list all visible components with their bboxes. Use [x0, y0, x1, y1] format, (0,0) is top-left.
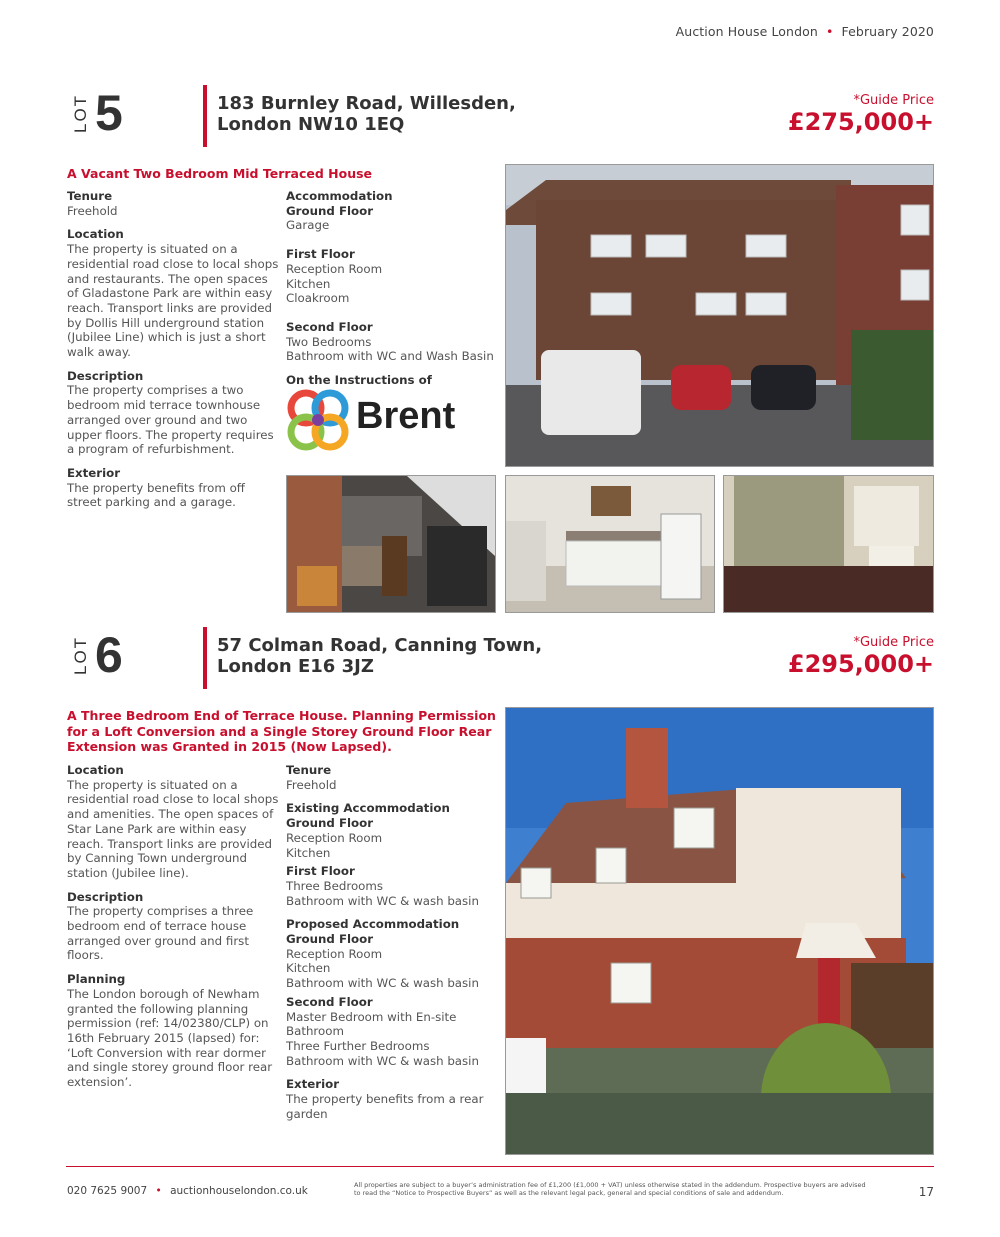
- description-text: arranged over ground and first: [67, 933, 249, 948]
- publisher-name: Auction House London: [675, 24, 818, 39]
- lot-details-right: [286, 763, 501, 1121]
- ground-floor-label: Ground Floor: [286, 203, 374, 218]
- lot-label: LOT: [71, 635, 90, 675]
- accommodation-label: Accommodation: [286, 189, 393, 203]
- description-text: bedroom end of terrace house: [67, 919, 247, 934]
- description-label: Description: [67, 889, 144, 904]
- exterior-text: The property benefits from a rear: [286, 1092, 484, 1107]
- guide-price: £275,000+: [787, 108, 934, 136]
- address-line-2: London NW10 1EQ: [217, 114, 405, 135]
- footer-divider: [66, 1166, 934, 1167]
- description-text: upper floors. The property requires: [67, 427, 274, 442]
- website-link[interactable]: auctionhouselondon.co.uk: [170, 1185, 308, 1197]
- description-label: Description: [67, 368, 144, 383]
- location-label: Location: [67, 227, 124, 242]
- location-text: (Jubilee Line) which is just a short: [67, 330, 266, 345]
- planning-label: Planning: [67, 972, 126, 987]
- first-floor-item: Three Bedrooms: [286, 878, 384, 893]
- property-photo-kitchen: [505, 475, 715, 613]
- brent-logo-icon: [286, 389, 350, 451]
- second-floor-item: Two Bedrooms: [286, 334, 372, 349]
- location-text: residential road close to local shops: [67, 792, 279, 807]
- planning-text: permission (ref: 14/02380/CLP) on: [67, 1016, 269, 1031]
- tenure-value: Freehold: [67, 203, 118, 218]
- issue-date: February 2020: [841, 24, 934, 39]
- address-line-1: 183 Burnley Road, Willesden,: [217, 93, 516, 114]
- address-line-1: 57 Colman Road, Canning Town,: [217, 635, 543, 656]
- ground-floor-item: Garage: [286, 218, 330, 233]
- location-text: of Gladastone Park are within easy: [67, 286, 273, 301]
- footer-contact: [67, 1185, 308, 1197]
- property-photo-exterior: [505, 164, 934, 467]
- ground-floor-item: Reception Room: [286, 830, 383, 845]
- proposed-accommodation-label: Proposed Accommodation: [286, 917, 460, 932]
- ground-floor-item: Bathroom with WC & wash basin: [286, 976, 479, 991]
- exterior-text: The property benefits from off: [67, 480, 245, 495]
- second-floor-item: Bathroom with WC & wash basin: [286, 1053, 479, 1068]
- second-floor-item: Three Further Bedrooms: [286, 1038, 430, 1053]
- location-label: Location: [67, 763, 124, 777]
- location-text: walk away.: [67, 345, 131, 360]
- footer-disclaimer: [354, 1181, 866, 1197]
- property-photo-bedroom: [723, 475, 934, 613]
- property-photo-garage: [286, 475, 496, 613]
- first-floor-label: First Floor: [286, 247, 355, 262]
- lot-headline: [67, 708, 496, 755]
- disclaimer-line: All properties are subject to a buyer’s administration fee of £1,200 (£1,000 + VAT) unless otherwise stated in the addendum. Prospective buyers are advised: [354, 1181, 866, 1189]
- instructions-label: On the Instructions of: [286, 373, 432, 388]
- second-floor-item: Master Bedroom with En-site: [286, 1009, 457, 1024]
- planning-text: granted the following planning: [67, 1001, 249, 1016]
- divider-bar: [203, 627, 207, 689]
- brent-logo-text: Brent: [356, 395, 456, 437]
- second-floor-item: Bathroom: [286, 1024, 344, 1039]
- description-text: floors.: [67, 948, 104, 963]
- tenure-label: Tenure: [67, 189, 113, 203]
- exterior-label: Exterior: [286, 1077, 340, 1092]
- ground-floor-label: Ground Floor: [286, 816, 374, 831]
- ground-floor-item: Reception Room: [286, 946, 383, 961]
- location-text: The property is situated on a: [67, 242, 238, 257]
- phone-number: 020 7625 9007: [67, 1185, 148, 1197]
- description-text: a program of refurbishment.: [67, 442, 235, 457]
- address-line-2: London E16 3JZ: [217, 656, 374, 677]
- ground-floor-item: Kitchen: [286, 845, 331, 860]
- guide-price-label: *Guide Price: [853, 635, 934, 650]
- exterior-label: Exterior: [67, 465, 121, 480]
- headline-line: for a Loft Conversion and a Single Storey Ground Floor Rear: [67, 723, 492, 739]
- planning-text: and single storey ground floor rear: [67, 1060, 273, 1075]
- description-text: The property comprises a three: [67, 904, 254, 919]
- page-number: 17: [918, 1185, 934, 1199]
- first-floor-item: Kitchen: [286, 276, 331, 291]
- location-text: by Dollis Hill underground station: [67, 315, 265, 330]
- lot-details-left: [67, 189, 282, 510]
- lot-number: 6: [95, 627, 123, 683]
- headline-line: A Three Bedroom End of Terrace House. Planning Permission: [67, 708, 496, 723]
- existing-accommodation-label: Existing Accommodation: [286, 801, 450, 816]
- planning-text: 16th February 2015 (lapsed) for:: [67, 1030, 260, 1045]
- exterior-text: street parking and a garage.: [67, 495, 236, 510]
- description-text: arranged over ground and two: [67, 412, 248, 427]
- planning-text: ‘Loft Conversion with rear dormer: [67, 1045, 266, 1060]
- planning-text: extension’.: [67, 1075, 133, 1090]
- second-floor-label: Second Floor: [286, 319, 373, 334]
- location-text: by Canning Town underground: [67, 851, 248, 866]
- description-text: bedroom mid terrace townhouse: [67, 398, 261, 413]
- disclaimer-line: to read the “Notice to Prospective Buyers” as well as the relevant legal pack, general and special conditions of sale and addendum.: [354, 1189, 784, 1197]
- guide-price-block: [788, 635, 934, 678]
- lot-number: 5: [95, 85, 123, 141]
- tenure-value: Freehold: [286, 777, 337, 792]
- second-floor-item: Bathroom with WC and Wash Basin: [286, 349, 494, 364]
- lot-headline: A Vacant Two Bedroom Mid Terraced House: [67, 166, 373, 181]
- footer-separator: •: [155, 1185, 162, 1197]
- location-text: station (Jubilee line).: [67, 865, 189, 880]
- location-text: Star Lane Park are within easy: [67, 821, 247, 836]
- guide-price-block: [788, 93, 934, 136]
- description-text: The property comprises a two: [67, 383, 244, 398]
- property-address: [217, 93, 516, 135]
- lot-details-left: [67, 763, 282, 1090]
- planning-text: The London borough of Newham: [67, 986, 260, 1001]
- location-text: residential road close to local shops: [67, 256, 279, 271]
- property-photo-exterior: [505, 707, 934, 1155]
- header-separator: •: [825, 24, 834, 39]
- guide-price-label: *Guide Price: [853, 93, 934, 108]
- location-text: reach. Transport links are provided: [67, 836, 273, 851]
- lot-details-right: [286, 189, 498, 388]
- ground-floor-label: Ground Floor: [286, 932, 374, 947]
- tenure-label: Tenure: [286, 763, 332, 777]
- location-text: reach. Transport links are provided: [67, 300, 273, 315]
- brent-logo: [286, 389, 466, 451]
- location-text: and restaurants. The open spaces: [67, 271, 268, 286]
- property-address: [217, 635, 542, 677]
- divider-bar: [203, 85, 207, 147]
- guide-price: £295,000+: [787, 650, 934, 678]
- first-floor-item: Reception Room: [286, 261, 383, 276]
- second-floor-label: Second Floor: [286, 994, 373, 1009]
- location-text: and amenities. The open spaces of: [67, 807, 274, 822]
- lot-label: LOT: [71, 93, 90, 133]
- first-floor-label: First Floor: [286, 864, 355, 879]
- exterior-text: garden: [286, 1106, 328, 1121]
- ground-floor-item: Kitchen: [286, 961, 331, 976]
- first-floor-item: Cloakroom: [286, 291, 350, 306]
- headline-line: Extension was Granted in 2015 (Now Lapsed).: [67, 739, 392, 754]
- location-text: The property is situated on a: [67, 777, 238, 792]
- page-header: [676, 24, 934, 39]
- first-floor-item: Bathroom with WC & wash basin: [286, 893, 479, 908]
